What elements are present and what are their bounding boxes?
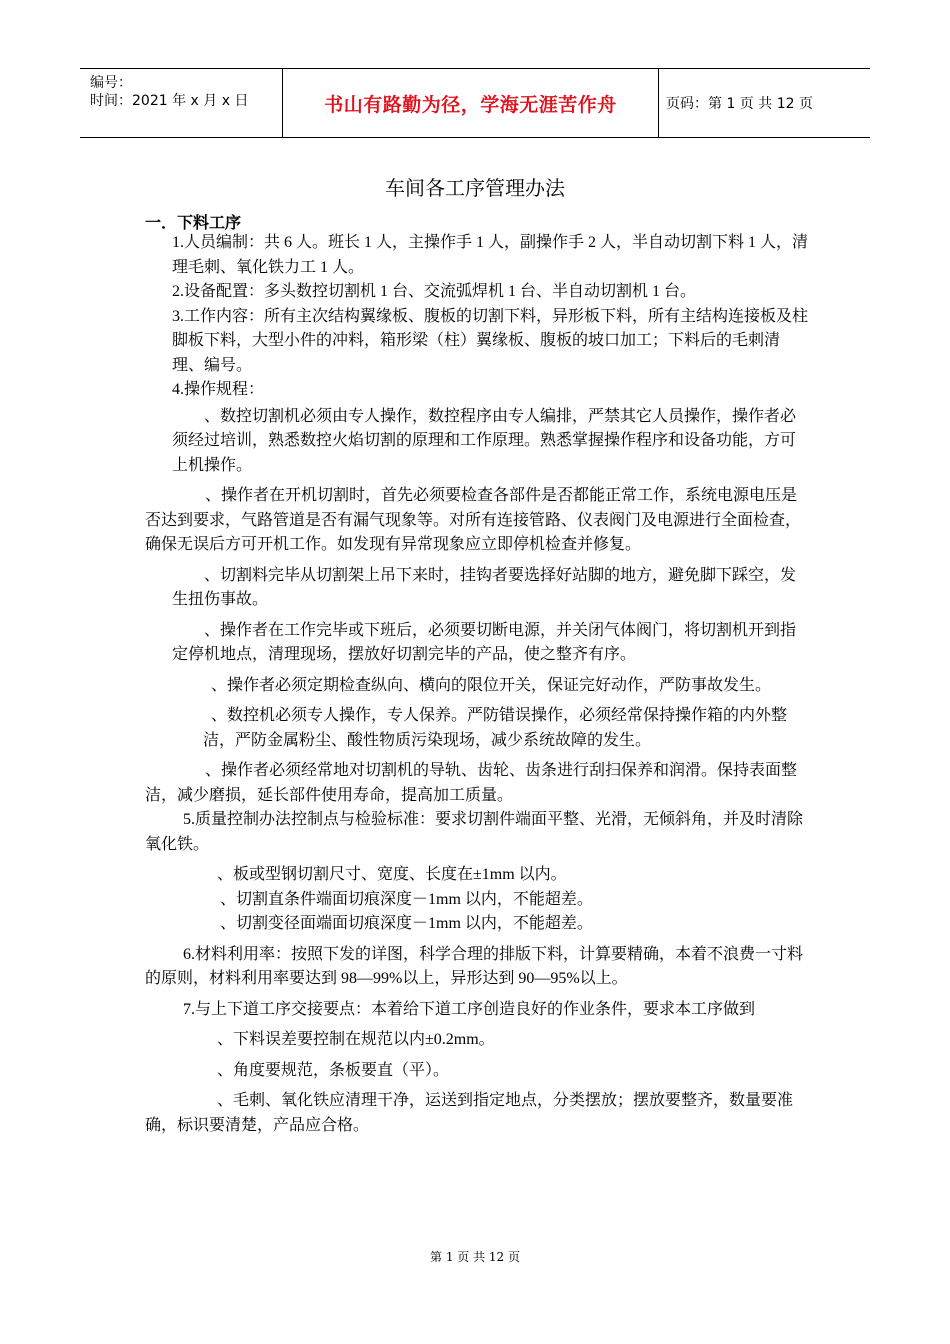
- handover-item: 、下料误差要控制在规范以内±0.2mm。: [217, 1031, 495, 1048]
- paragraph-staffing: 1.人员编制：共 6 人。班长 1 人，主操作手 1 人，副操作手 2 人，半自动切割下料 1 人，清理毛刺、氧化铁力工 1 人。: [172, 234, 809, 276]
- paragraph-work-content: 3.工作内容：所有主次结构翼缘板、腹板的切割下料，异形板下料，所有主结构连接板及柱脚板下料，大型小件的冲料，箱形梁（柱）翼缘板、腹板的坡口加工；下料后的毛刺清理、编号。: [172, 307, 809, 374]
- procedure-item: 、操作者在开机切割时，首先必须要检查各部件是否都能正常工作，系统电源电压是否达到要求，气路管道是否有漏气现象等。对所有连接管路、仪表阀门及电源进行全面检查，确保无误后方可开机工作。如发现有异常现象应立即停机检查并修复。: [145, 487, 802, 553]
- paragraph-procedures-heading: 4.操作规程：: [172, 381, 265, 398]
- page-footer: 第 1 页 共 12 页: [430, 1250, 520, 1264]
- paragraph-equipment: 2.设备配置：多头数控切割机 1 台、交流弧焊机 1 台、半自动切割机 1 台。: [172, 283, 697, 300]
- quality-item: 、切割变径面端面切痕深度－1mm 以内，不能超差。: [220, 915, 593, 932]
- section-heading: 一．下料工序: [145, 213, 242, 232]
- procedure-item: 、操作者必须定期检查纵向、横向的限位开关，保证完好动作，严防事故发生。: [211, 676, 772, 694]
- handover-item: 、毛刺、氧化铁应清理干净，运送到指定地点，分类摆放；摆放要整齐，数量要准确，标识要清楚，产品应合格。: [145, 1092, 794, 1134]
- header-motto: 书山有路勤为径，学海无涯苦作舟: [283, 69, 659, 137]
- header-meta: [80, 69, 283, 137]
- doc-date: 时间：2021 年 x 月 x 日: [90, 93, 249, 109]
- quality-item: 、切割直条件端面切痕深度－1mm 以内，不能超差。: [220, 890, 593, 908]
- document-title: 车间各工序管理办法: [385, 176, 565, 200]
- procedure-item: 、数控机必须专人操作，专人保养。严防错误操作，必须经常保持操作箱的内外整洁，严防金属粉尘、酸性物质污染现场，减少系统故障的发生。: [203, 707, 788, 749]
- header-page-info: 页码：第 1 页 共 12 页: [666, 96, 813, 112]
- quality-item: 、板或型钢切割尺寸、宽度、长度在±1mm 以内。: [217, 866, 567, 883]
- section-body: [0, 231, 950, 1138]
- doc-number-label: 编号：: [90, 75, 132, 91]
- paragraph-material-usage: 6.材料利用率：按照下发的详图，科学合理的排版下料，计算要精确，本着不浪费一寸料的原则，材料利用率要达到 98—99%以上，异形达到 90—95%以上。: [145, 945, 804, 987]
- procedure-item: 、数控切割机必须由专人操作，数控程序由专人编排，严禁其它人员操作，操作者必须经过培训，熟悉数控火焰切割的原理和工作原理。熟悉掌握操作程序和设备功能，方可上机操作。: [172, 407, 797, 474]
- handover-item: 、角度要规范，条板要直（平）。: [217, 1061, 450, 1079]
- procedure-item: 、操作者必须经常地对切割机的导轨、齿轮、齿条进行刮扫保养和润滑。保持表面整洁，减少磨损，延长部件使用寿命，提高加工质量。: [145, 762, 798, 804]
- paragraph-handover: 7.与上下道工序交接要点：本着给下道工序创造良好的作业条件，要求本工序做到: [183, 1000, 756, 1018]
- paragraph-quality-control: 5.质量控制办法控制点与检验标准：要求切割件端面平整、光滑，无倾斜角，并及时清除氧化铁。: [145, 811, 804, 853]
- procedure-item: 、操作者在工作完毕或下班后，必须要切断电源，并关闭气体阀门，将切割机开到指定停机地点，清理现场，摆放好切割完毕的产品，使之整齐有序。: [172, 621, 797, 663]
- procedure-item: 、切割料完毕从切割架上吊下来时，挂钩者要选择好站脚的地方，避免脚下踩空，发生扭伤事故。: [172, 566, 797, 608]
- page-header: [80, 68, 870, 138]
